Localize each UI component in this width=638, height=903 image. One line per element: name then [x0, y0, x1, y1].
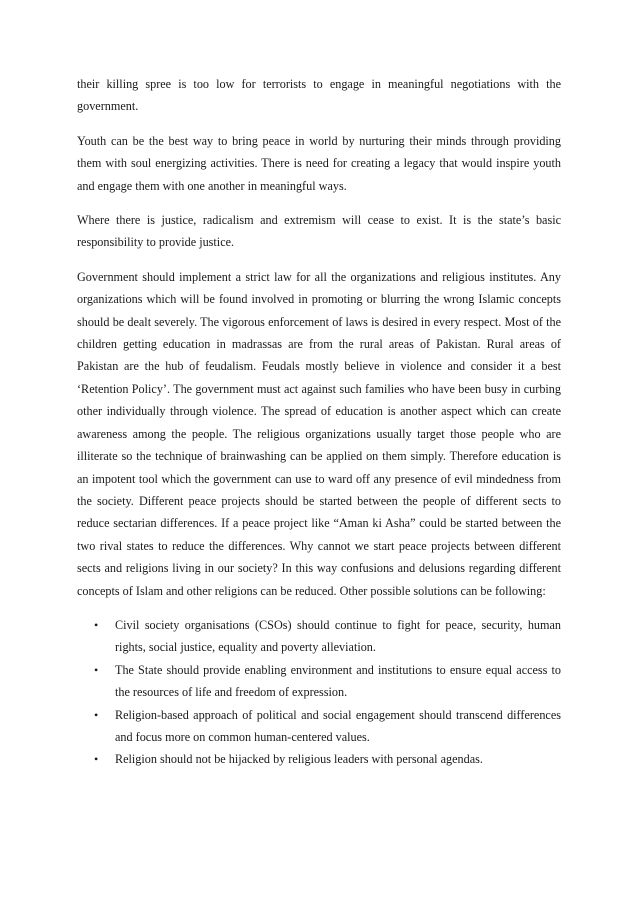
paragraph-youth: Youth can be the best way to bring peace in world by nurturing their minds through providing them with soul energizing activities. There is need for creating a legacy that would inspire youth and engage them with one another in meaningful ways.: [77, 133, 561, 193]
solutions-list: [77, 614, 561, 771]
list-item: [77, 704, 561, 749]
bullet-icon: •: [94, 617, 99, 632]
paragraph-justice: Where there is justice, radicalism and extremism will cease to exist. It is the state’s basic responsibility to provide justice.: [77, 213, 561, 250]
paragraph-negotiations: their killing spree is too low for terrorists to engage in meaningful negotiations with the government.: [77, 77, 561, 114]
bullet-icon: •: [94, 662, 99, 677]
bullet-icon: •: [94, 752, 99, 767]
list-item-text: Religion-based approach of political and social engagement should transcend differences and focus more on common human-centered values.: [115, 707, 561, 744]
document-page: [77, 73, 561, 771]
list-item-text: Civil society organisations (CSOs) should continue to fight for peace, security, human rights, social justice, equality and poverty alleviation.: [115, 617, 561, 655]
list-item: [77, 748, 561, 770]
paragraph-government-law: Government should implement a strict law for all the organizations and religious institutes. Any organizations which will be found involved in promoting or blurring the wrong Islamic concepts should be dealt severely. The vigorous enforcement of laws is desired in every respect. Most of the children getting education in madrassas are from the rural areas of Pakistan. Rural areas of Pakistan are the hub of feudalism. Feudals mostly believe in violence and consider it a best ‘Retention Policy’. The government must act against such families who have been busy in curbing other individually through violence. The spread of education is another aspect which can create awareness among the people. The religious organizations usually target those people who are illiterate so the technique of brainwashing can be applied on them simply. Therefore education is an impotent tool which the government can use to ward off any presence of evil mindedness from the society. Different peace projects should be started between the people of different sects to reduce sectarian differences. If a peace project like “Aman ki Asha” could be started between the two rival states to reduce the differences. Why cannot we start peace projects between different sects and religions living in our society? In this way confusions and delusions regarding different concepts of Islam and other religions can be reduced. Other possible solutions can be following:: [77, 269, 561, 598]
bullet-icon: •: [94, 707, 99, 722]
list-item: [77, 659, 561, 704]
list-item: [77, 614, 561, 659]
list-item-text: The State should provide enabling environment and institutions to ensure equal access to the resources of life and freedom of expression.: [115, 662, 561, 700]
list-item-text: Religion should not be hijacked by religious leaders with personal agendas.: [115, 752, 483, 767]
